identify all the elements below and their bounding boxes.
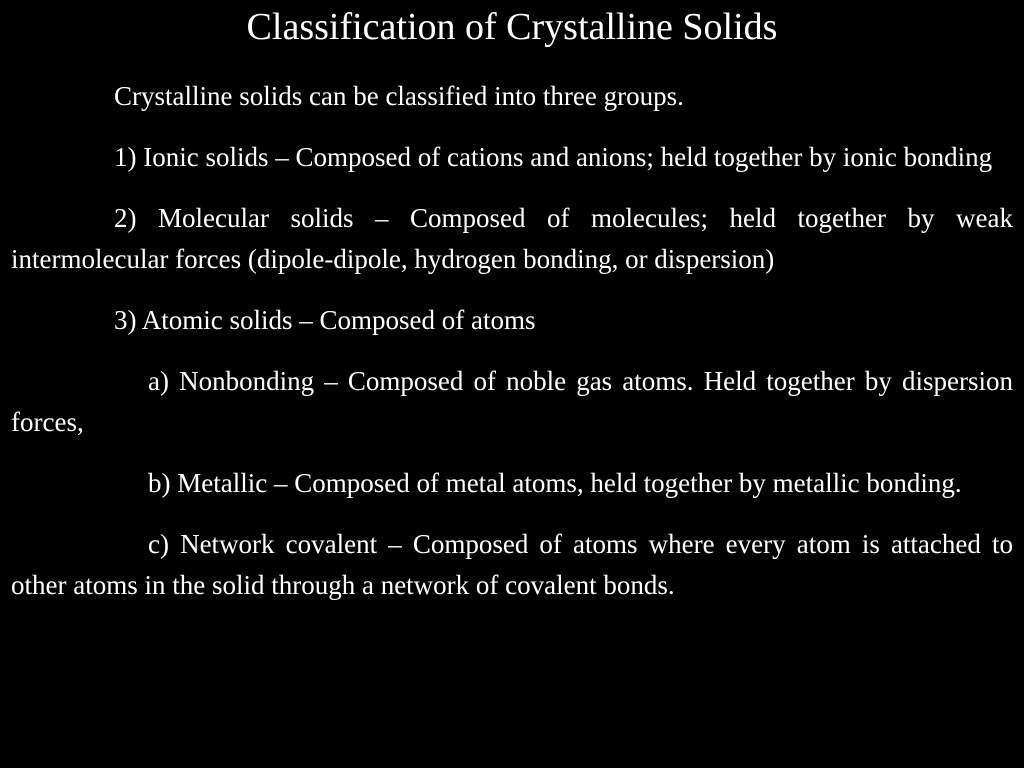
- metallic-paragraph: b) Metallic – Composed of metal atoms, held together by metallic bonding.: [148, 468, 962, 498]
- ionic-solids-paragraph: 1) Ionic solids – Composed of cations and anions; held together by ionic bonding: [114, 142, 993, 172]
- nonbonding-paragraph: a) Nonbonding – Composed of noble gas atoms. Held together by dispersion forces,: [11, 366, 1013, 437]
- slide-body: [11, 76, 1013, 606]
- intro-paragraph: Crystalline solids can be classified into three groups.: [114, 81, 684, 111]
- atomic-solids-paragraph: 3) Atomic solids – Composed of atoms: [114, 305, 536, 335]
- slide-title: Classification of Crystalline Solids: [246, 6, 778, 48]
- network-covalent-paragraph: c) Network covalent – Composed of atoms where every atom is attached to other atoms in the solid through a network of covalent bonds.: [11, 529, 1013, 600]
- molecular-solids-paragraph: 2) Molecular solids – Composed of molecules; held together by weak intermolecular forces (dipole-dipole, hydrogen bonding, or dispersion): [11, 203, 1013, 274]
